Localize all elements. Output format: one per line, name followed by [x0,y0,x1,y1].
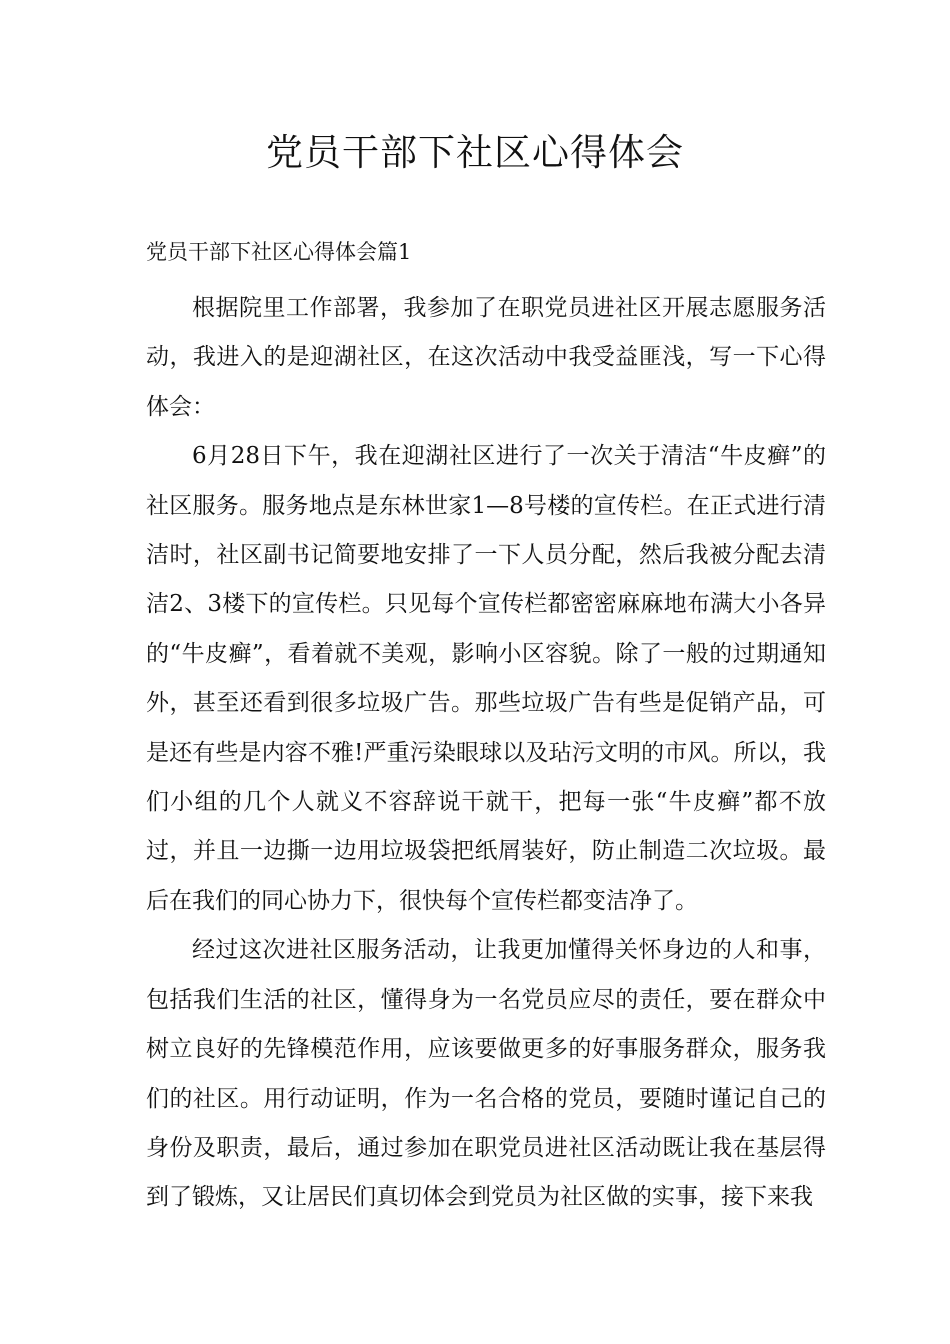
paragraph-2: 6月28日下午，我在迎湖社区进行了一次关于清洁“牛皮癣”的社区服务。服务地点是东林世家1—8号楼的宣传栏。在正式进行清洁时，社区副书记简要地安排了一下人员分配，然后我被分配去清洁2、3楼下的宣传栏。只见每个宣传栏都密密麻麻地布满大小各异的“牛皮癣”，看着就不美观，影响小区容貌。除了一般的过期通知外，甚至还看到很多垃圾广告。那些垃圾广告有些是促销产品，可是还有些是内容不雅!严重污染眼球以及玷污文明的市风。所以，我们小组的几个人就义不容辞说干就干，把每一张“牛皮癣”都不放过，并且一边撕一边用垃圾袋把纸屑装好，防止制造二次垃圾。最后在我们的同心协力下，很快每个宣传栏都变洁净了。 [146,443,826,914]
paragraph-3: 经过这次进社区服务活动，让我更加懂得关怀身边的人和事，包括我们生活的社区，懂得身为一名党员应尽的责任，要在群众中树立良好的先锋模范作用，应该要做更多的好事服务群众，服务我们的社区。用行动证明，作为一名合格的党员，要随时谨记自己的身份及职责，最后，通过参加在职党员进社区活动既让我在基层得到了锻炼，又让居民们真切体会到党员为社区做的实事，接下来我 [146,937,826,1211]
section-heading: 党员干部下社区心得体会篇1 [146,240,412,264]
document-title: 党员干部下社区心得体会 [266,131,684,174]
document-body [146,284,826,1223]
paragraph-1: 根据院里工作部署，我参加了在职党员进社区开展志愿服务活动，我进入的是迎湖社区，在这次活动中我受益匪浅，写一下心得体会： [146,295,826,420]
